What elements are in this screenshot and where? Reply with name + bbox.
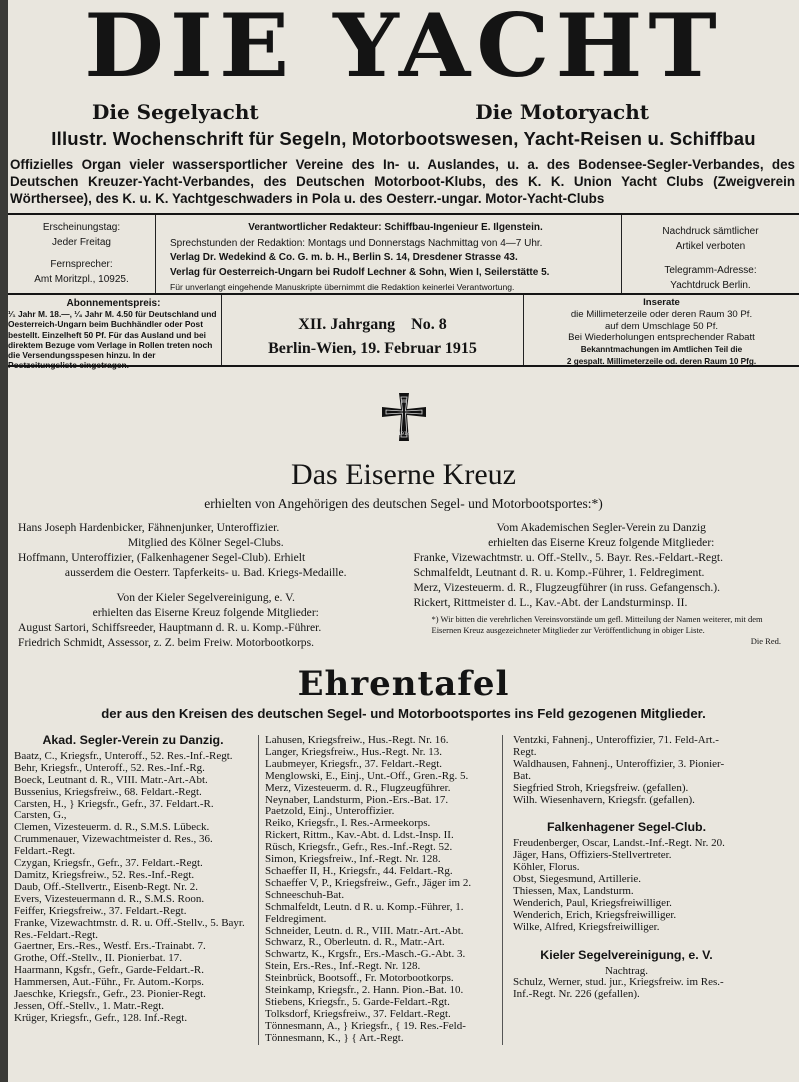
ehrentafel-entry: Daub, Off.-Stellvertr., Eisenb-Regt. Nr. 2. [14,880,199,893]
abonnement-heading: Abonnementspreis: [66,298,161,309]
issue-number: No. 8 [411,316,447,333]
info-text: Jeder Freitag [52,236,111,248]
ehrentafel-entry: Haarmann, Kgsfr., Gefr., Garde-Feldart.-R. [14,964,204,977]
eiserne-kreuz-title: Das Eiserne Kreuz [291,458,516,491]
newspaper-page [8,0,799,1082]
ehrentafel-entry: Thiessen, Max, Landsturm. [513,884,634,897]
inserate-text: Bekanntmachungen im Amtlichen Teil die [580,345,743,355]
ehrentafel-entry: Tolksdorf, Kriegsfreiw., 37. Feldart.-Regt. [265,1007,451,1020]
abonnement-text: ¹⁄₁ Jahr M. 18.—, ¹⁄₄ Jahr M. 4.50 für Deutschland und Oesterreich-Ungarn beim Buchhändler oder Post bestellt. Einzelheft 50 Pf. Für das Ausland und bei direktem Bezuge vom Verlage in Rollen treten noch die Versendungsspesen hinzu. In der Postzeitungsliste eingetragen. [8,309,217,371]
issue-box [222,295,523,365]
ek-entry: Mitglied des Kölner Segel-Clubs. [127,536,284,549]
info-text: Sprechstunden der Redaktion: Montags und Donnerstags Nachmittag von 4—7 Uhr. [170,237,543,249]
issue-date: Berlin-Wien, 19. Februar 1915 [268,340,477,357]
entry-list [513,735,740,806]
info-text: Erscheinungstag: [42,222,121,233]
iron-cross-icon [380,391,428,443]
ek-entry: Hoffmann, Unteroffizier, (Falkenhagener Segel-Club). Erhielt [18,551,306,564]
ek-entry: Vom Akademischen Segler-Verein zu Danzig [496,521,706,534]
ek-footnote-text: *) Wir bitten die verehrlichen Vereinsvorstände um gefl. Mitteilung der Namen weiterer, mit dem Eisernen Kreuz ausgezeichneter Mitglieder zur Veröffentlichung in obiger Liste. [431,614,763,635]
svg-text:1914: 1914 [397,432,410,437]
info-text: Verlag Dr. Wedekind & Co. G. m. b. H., Berlin S. 14, Dresdener Strasse 43. [170,252,518,263]
svg-text:W: W [401,399,406,405]
masthead-subtitles [8,100,799,124]
ehrentafel-entry: Behr, Kriegsfr., Unteroff., 52. Res.-Inf.-Rg. [14,761,205,774]
ehrentafel-entry: Boeck, Leutnant d. R., VIII. Matr.-Art.-Abt. [14,773,208,786]
ek-entry: Hans Joseph Hardenbicker, Fähnenjunker, Unteroffizier. [18,521,280,534]
ehrentafel-entry: Feiffer, Kriegsfreiw., 37. Feldart.-Regt. [14,904,187,917]
nachtrag-label: Nachtrag. [604,964,649,977]
ehrentafel-entry: Ventzki, Fahnenj., Unteroffizier, 71. Feld-Art.-Regt. [513,734,719,758]
illustr-line: Illustr. Wochenschrift für Segeln, Motorbootswesen, Yacht-Reisen u. Schiffbau [51,128,756,149]
ehrentafel-entry: Gaertner, Ers.-Res., Westf. Ers.-Trainabt. 7. [14,940,206,953]
organ-text: Offizielles Organ vieler wassersportlicher Vereine des In- u. Auslandes, u. a. des Bodensee-Segler-Verbandes, des Deutschen Kreuzer-Yacht-Verbandes, des Deutschen Motorboot-Klubs, des K. K. Union Yacht Clubs (Zweigverein Wörthersee), des K. u. K. Yachtgeschwaders in Pola u. des Oesterr.-ungar. Motor-Yacht-Clubs [10,157,795,206]
info-text: Telegramm-Adresse: [664,265,757,276]
ehrentafel-entry: Obst, Siegesmund, Artillerie. [513,873,642,886]
ehrentafel-entry: Crummenauer, Vizewachtmeister d. Res., 36. Feldart.-Regt. [14,833,213,858]
iron-cross-wrap [8,391,799,448]
ek-entry: Friedrich Schmidt, Assessor, z. Z. beim Freiw. Motorbootkorps. [18,636,315,649]
ehrentafel-column-2 [258,735,502,1045]
ek-entry: Merz, Vizesteuerm. d. R., Flugzeugführer (in russ. Gefangensch.). [413,581,721,594]
ehrentafel-entry: Jäger, Hans, Offiziers-Stellvertreter. [513,849,672,862]
subtitle-segelyacht: Die Segelyacht [92,100,259,124]
ehrentafel-entry: Franke, Vizewachtmstr. d. R. u. Off.-Stellv., 5. Bayr. Res.-Feldart.-Regt. [14,916,245,941]
ehrentafel-entry: Steinbrück, Bootsoff., Fr. Motorbootkorps. [265,972,454,985]
ehrentafel-entry: Damitz, Kriegsfreiw., 52. Res.-Inf.-Regt. [14,868,195,881]
ehrentafel-entry: Laubmeyer, Kriegsfr., 37. Feldart.-Regt. [265,757,443,770]
ehrentafel-entry: Rüsch, Kriegsfr., Gefr., Res.-Inf.-Regt. 52. [265,841,453,854]
entry-list [513,977,740,1001]
ehrentafel-entry: Merz, Vizesteuerm. d. R., Flugzeugführer. [265,781,451,794]
ehrentafel-entry: Wenderich, Erich, Kriegsfreiwilliger. [513,908,677,921]
ehrentafel-entry: Schneider, Leutn. d. R., VIII. Matr.-Art.-Abt. [265,924,464,937]
inserate-text: Bei Wiederholungen entsprechender Rabatt [568,332,755,344]
ehrentafel-entry: Clemen, Vizesteuerm. d. R., S.M.S. Lübeck. [14,821,210,834]
info-text: Yachtdruck Berlin. [670,279,751,291]
info-text: Artikel verboten [675,240,746,252]
masthead-title: DIE YACHT [84,0,723,97]
club-heading: Kieler Segelvereinigung, e. V. [540,947,713,962]
ehrentafel-entry: Grothe, Off.-Stellv., II. Pionierbat. 17. [14,952,183,965]
ehrentafel-entry: Stiebens, Kriegsfr., 5. Garde-Feldart.-Rgt. [265,995,450,1008]
binding-edge [0,0,8,1082]
inserate-box [523,295,799,365]
eiserne-kreuz-subtitle: erhielten von Angehörigen des deutschen Segel- und Motorbootsportes:*) [204,496,603,511]
ehrentafel-entry: Tönnesmann, A., } Kriegsfr., { 19. Res.-Feld- [265,1019,466,1032]
ek-footnote-signature: Die Red. [750,636,781,646]
ek-entry: Franke, Vizewachtmstr. u. Off.-Stellv., 5. Bayr. Res.-Feldart.-Regt. [413,551,723,564]
ehrentafel-entry: Wilke, Alfred, Kriegsfreiwilliger. [513,920,660,933]
ek-entry: ausserdem die Oesterr. Tapferkeits- u. Bad. Kriegs-Medaille. [64,566,347,579]
ek-entry: Rickert, Rittmeister d. L., Kav.-Abt. der Landsturminsp. II. [413,596,688,609]
info-text: Fernsprecher: [50,259,113,270]
jahrgang: XII. Jahrgang [298,316,396,333]
entry-list [14,751,252,1025]
ek-entry: August Sartori, Schiffsreeder, Hauptmann d. R. u. Komp.-Führer. [18,621,322,634]
info-left [8,215,156,293]
ehrentafel-entry: Köhler, Florus. [513,861,580,874]
ehrentafel-subtitle: der aus den Kreisen des deutschen Segel- und Motorbootsportes ins Feld gezogenen Mitglieder. [101,706,706,721]
ehrentafel-entry: Langer, Kriegsfreiw., Hus.-Regt. Nr. 13. [265,745,442,758]
ehrentafel-entry: Freudenberger, Oscar, Landst.-Inf.-Regt. Nr. 20. [513,837,725,850]
ehrentafel-entry: Wilh. Wiesenhavern, Kriegsfr. (gefallen). [513,793,695,806]
ehrentafel-entry: Lahusen, Kriegsfreiw., Hus.-Regt. Nr. 16. [265,734,449,746]
ehrentafel-entry: Schaeffer II, H., Kriegsfr., 44. Feldart.-Rg. [265,864,453,877]
inserate-text: auf dem Umschlage 50 Pf. [604,320,719,332]
eiserne-kreuz-columns [8,520,799,650]
info-text: Verantwortlicher Redakteur: Schiffbau-Ingenieur E. Ilgenstein. [248,222,543,233]
entry-list [265,735,496,1045]
ehrentafel-entry: Simon, Kriegsfreiw., Inf.-Regt. Nr. 128. [265,853,441,866]
info-text: Nachdruck sämtlicher [662,226,759,237]
ehrentafel-title: Ehrentafel [297,664,510,704]
ehrentafel-entry: Reiko, Kriegsfr., I. Res.-Armeekorps. [265,817,431,830]
ehrentafel-column-1 [8,735,258,1045]
inserate-text: die Millimeterzeile oder deren Raum 30 Pf. [570,308,753,320]
ek-entry: erhielten das Eiserne Kreuz folgende Mitglieder: [488,536,715,549]
inserate-text: 2 gespalt. Millimeterzeile od. deren Raum 10 Pfg. [566,356,757,366]
ehrentafel-entry: Tönnesmann, K., } { Art.-Regt. [265,1031,404,1044]
ehrentafel-entry: Schwartz, K., Krgsfr., Ers.-Masch.-G.-Abt. 3. [265,948,466,961]
ehrentafel-entry: Steinkamp, Kriegsfr., 2. Hann. Pion.-Bat. 10. [265,984,464,997]
ehrentafel-column-3 [502,735,746,1045]
info-right [621,215,799,293]
entry-list [513,838,740,933]
ehrentafel-entry: Evers, Vizesteuermann d. R., S.M.S. Roon. [14,892,205,905]
info-text: Für unverlangt eingehende Manuskripte übernimmt die Redaktion keinerlei Verantwortung. [170,282,515,292]
inserate-heading: Inserate [643,297,680,308]
ek-footnote [414,614,790,647]
abonnement-box [8,295,222,371]
info-mid [156,215,621,293]
ek-entry: Von der Kieler Segelvereinigung, e. V. [116,591,295,604]
ehrentafel-entry: Jaeschke, Kriegsfr., Gefr., 23. Pionier-Regt. [14,988,206,1001]
info-text: Amt Moritzpl., 10925. [34,273,129,285]
ehrentafel-entry: Schaeffer V, P., Kriegsfreiw., Gefr., Jäger im 2. Schneeschuh-Bat. [265,876,472,901]
ek-entry: erhielten das Eiserne Kreuz folgende Mitglieder: [92,606,319,619]
ehrentafel-entry: Schwarz, R., Oberleutn. d. R., Matr.-Art. [265,936,445,949]
club-heading: Falkenhagener Segel-Club. [546,820,707,835]
ehrentafel-entry: Siegfried Stroh, Kriegsfreiw. (gefallen). [513,781,689,794]
ehrentafel-entry: Stein, Ers.-Res., Inf.-Regt. Nr. 128. [265,960,421,973]
ehrentafel-entry: Rickert, Rittm., Kav.-Abt. d. Ldst.-Insp. II. [265,829,454,842]
ehrentafel-entry: Carsten, G., [14,809,67,822]
ek-right-column [404,520,799,650]
ehrentafel-entry: Menglowski, E., Einj., Unt.-Off., Gren.-Rg. 5. [265,769,469,782]
ehrentafel-entry: Carsten, H., } Kriegsfr., Gefr., 37. Feldart.-R. [14,797,214,810]
ek-left-column [8,520,404,650]
club-heading: Akad. Segler-Verein zu Danzig. [42,733,224,747]
ehrentafel-entry: Czygan, Kriegsfr., Gefr., 37. Feldart.-Regt. [14,857,203,870]
ehrentafel-entry: Paetzold, Einj., Unteroffizier. [265,805,395,818]
subtitle-motoryacht: Die Motoryacht [475,100,649,124]
ehrentafel-entry: Schmalfeldt, Leutn. d R. u. Komp.-Führer, 1. Feldregiment. [265,900,464,925]
ehrentafel-entry: Wenderich, Paul, Kriegsfreiwilliger. [513,896,672,909]
info-text: Verlag für Oesterreich-Ungarn bei Rudolf Lechner & Sohn, Wien I, Seilerstätte 5. [170,266,550,278]
info-bar [8,215,799,295]
ek-entry: Schmalfeldt, Leutnant d. R. u. Komp.-Führer, 1. Feldregiment. [413,566,705,579]
ehrentafel-entry: Schulz, Werner, stud. jur., Kriegsfreiw. im Res.-Inf.-Regt. Nr. 226 (gefallen). [513,976,724,1001]
ehrentafel-entry: Bussenius, Kriegsfreiw., 68. Feldart.-Regt. [14,785,202,798]
ehrentafel-entry: Waldhausen, Fahnenj., Unteroffizier, 3. Pionier-Bat. [513,757,725,782]
ehrentafel-entry: Baatz, C., Kriegsfr., Unteroff., 52. Res.-Inf.-Regt. [14,749,233,762]
ehrentafel-entry: Jessen, Off.-Stellv., 1. Matr.-Regt. [14,999,165,1012]
sub-bar [8,295,799,371]
ehrentafel-entry: Hammersen, Aut.-Führ., Fr. Autom.-Korps. [14,976,205,989]
ehrentafel-entry: Neynaber, Landsturm, Pion.-Ers.-Bat. 17. [265,793,449,806]
ehrentafel-entry: Krüger, Kriegsfr., Gefr., 128. Inf.-Regt. [14,1011,188,1024]
ehrentafel-columns [8,735,799,1045]
